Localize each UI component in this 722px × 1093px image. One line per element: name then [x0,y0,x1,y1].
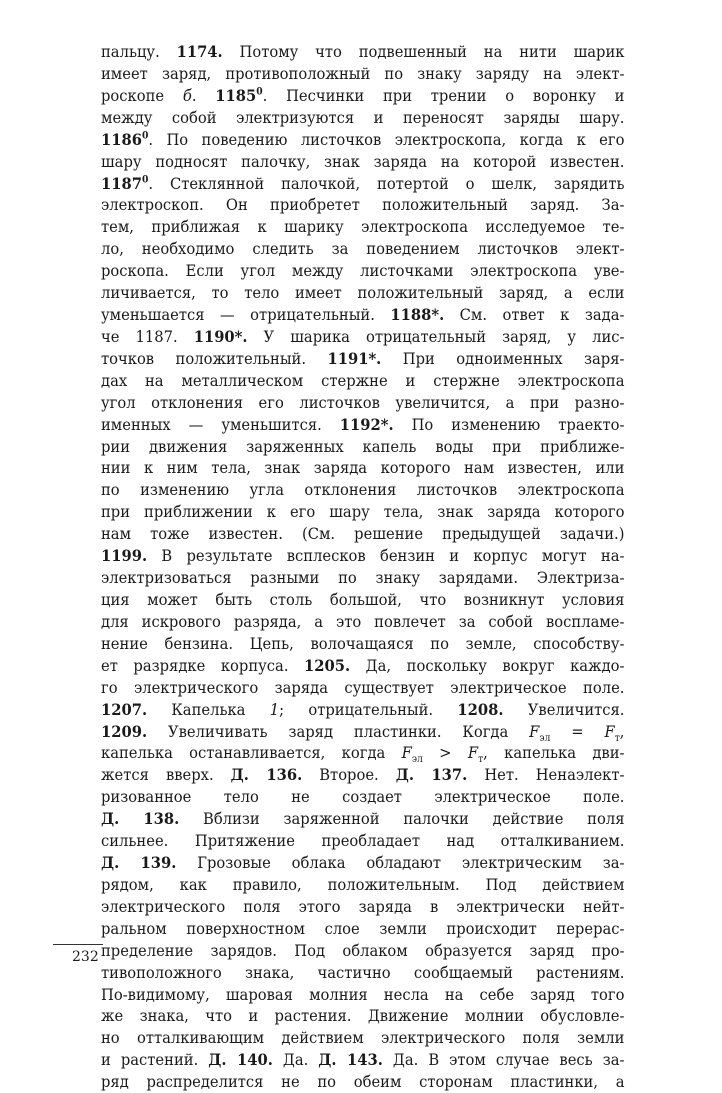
text-line [101,260,624,282]
text-run: . [191,85,216,105]
text-line [101,545,624,567]
text-run: . Стеклянной палочкой, потертой о шелк, зарядить [148,173,625,193]
text-run: электроскоп. Он приобретет положительный заряд. За- [101,195,625,215]
text-run: эл [411,754,423,765]
text-run: рии движения заряженных капель воды при приближе- [101,436,625,456]
text-run: имеет заряд, противоположный по знаку заряду на элект- [101,63,625,83]
text-line [101,414,624,436]
text-run: 1191*. [327,348,382,368]
text-run: эл [539,732,551,743]
text-line [101,85,624,107]
text-run: 1205. [304,655,351,675]
text-run: че 1187. [101,326,194,346]
text-line [101,63,624,85]
text-run: 1185 [215,85,257,105]
text-run: Вблизи заряженной палочки действие поля [179,809,625,829]
text-run: т [478,754,484,765]
text-line [101,1071,624,1093]
text-run: Да, поскольку вокруг каждо- [350,655,625,675]
text-run: тем, приближая к шарику электроскопа исследуемое те- [101,217,625,237]
text-run: дах на металлическом стержне и стержне электроскопа [101,370,625,390]
text-run: 1208. [457,699,504,719]
text-run: 1192*. [339,414,394,434]
text-line [101,764,624,786]
text-line [101,348,624,370]
text-run: для искрового разряда, а это повлечет за собой воспламе- [101,611,625,631]
text-run: Д. 138. [101,809,180,829]
text-line [101,151,624,173]
text-run: уменьшается — отрицательный. [101,305,391,325]
text-run: 1207. [101,699,148,719]
text-run: нам тоже известен. (См. решение предыдущей задачи.) [101,524,625,544]
text-run: ризованное тело не создает электрическое поле. [101,787,625,807]
footer-rule [53,944,103,945]
text-line [101,41,624,63]
text-line [101,589,624,611]
text-run: нии к ним тела, знак заряда которого нам известен, или [101,458,625,478]
text-run: нение бензина. Цепь, волочащаяся по земле, способству- [101,633,625,653]
text-run: го электрического заряда существует электрическое поле. [101,677,625,697]
text-run: ло, необходимо следить за поведением листочков элект- [101,239,625,259]
text-run: 1199. [101,546,148,566]
text-run: В результате всплесков бензин и корпус могут на- [147,546,625,566]
text-line [101,436,624,458]
text-line [101,918,624,940]
text-run: F [604,721,615,741]
text-line [101,742,624,764]
text-run: рядом, как правило, положительным. Под действием [101,874,625,894]
text-run: ряд распределится не по обеим сторонам пластинки, а [101,1072,625,1092]
text-run: 1190*. [193,326,248,346]
text-run: сильнее. Притяжение преобладает над отталкиванием. [101,831,625,851]
text-run: пределение зарядов. Под облаком образуется заряд про- [101,940,625,960]
text-line [101,786,624,808]
text-run: По-видимому, шаровая молния несла на себе заряд того [101,984,625,1004]
text-line [101,523,624,545]
text-line [101,655,624,677]
text-run: Д. 137. [395,765,468,785]
text-line [101,216,624,238]
text-line [101,874,624,896]
text-run: Потому что подвешенный на нити шарик [222,42,625,61]
text-run: У шарика отрицательный заряд, у лис- [247,326,625,346]
text-run: роскопе [101,85,183,105]
text-run: ; отрицательный. [279,699,458,719]
page-number: 232 [72,949,99,965]
text-line [101,677,624,699]
text-line [101,304,624,326]
text-run: капелька останавливается, когда [101,743,402,763]
text-line [101,896,624,918]
text-run: Увеличивать заряд пластинки. Когда [147,721,530,741]
text-run: роскопа. Если угол между листочками электроскопа уве- [101,261,625,281]
text-line [101,699,624,721]
text-run: 1186 [101,129,142,149]
text-run: электризоваться разными по знаку зарядами. Электриза- [101,568,625,588]
text-line [101,984,624,1006]
text-line [101,1049,624,1071]
text-run: Да. В этом случае весь за- [382,1050,625,1070]
text-run: 1174. [176,42,223,61]
text-line [101,479,624,501]
text-run: При одноименных заря- [381,348,625,368]
text-line [101,808,624,830]
text-run: = [550,721,605,741]
text-line [101,370,624,392]
text-run: 1187 [101,173,142,193]
text-run: Д. 143. [318,1050,383,1070]
text-run: жется вверх. [101,765,231,785]
text-line [101,633,624,655]
text-run: тивоположного знака, частично сообщаемый растениям. [101,962,625,982]
text-line [101,567,624,589]
text-line [101,238,624,260]
text-run: шару подносят палочку, знак заряда на которой известен. [101,151,625,171]
text-line [101,326,624,348]
text-run: но отталкивающим действием электрического поля земли [101,1028,625,1048]
text-line [101,173,624,195]
text-run: ральном поверхностном слое земли происходит перерас- [101,918,625,938]
text-run: Грозовые облака обладают электрическим за- [176,853,625,873]
text-run: Д. 136. [230,765,303,785]
text-run: по изменению угла отклонения листочков электроскопа [101,480,625,500]
text-run: точков положительный. [101,348,328,368]
text-line [101,962,624,984]
text-run: . По поведению листочков электроскопа, когда к его [148,129,625,149]
text-line [101,830,624,852]
text-run: См. ответ к зада- [444,305,625,325]
text-run: между собой электризуются и переносят заряды шару. [101,107,625,127]
text-line [101,501,624,523]
text-run: ция может быть столь большой, что возникнут условия [101,590,625,609]
text-line [101,457,624,479]
text-run: Нет. Ненаэлект- [467,765,625,785]
text-run: именных — уменьшится. [101,414,340,434]
text-run: F [401,743,412,763]
text-run: F [467,743,479,763]
text-run: Да. [272,1050,319,1070]
text-run: же знака, что и растения. Движение молнии обусловле- [101,1006,625,1026]
text-run: По изменению траекто- [393,414,625,434]
text-run: т [614,732,620,743]
text-run: , [619,721,625,741]
text-line [101,194,624,216]
text-run: F [529,721,540,741]
text-line [101,392,624,414]
text-run: б [182,85,192,105]
text-run: 1188*. [390,305,445,325]
text-run: Второе. [302,765,396,785]
text-run: 0 [141,130,149,142]
text-run: 1 [269,699,280,719]
text-run: 0 [256,86,263,98]
text-run: 0 [141,174,149,186]
text-line [101,1027,624,1049]
text-line [101,721,624,743]
text-run: Д. 140. [208,1050,273,1070]
text-run: и растений. [101,1050,209,1070]
text-run: при приближении к его шару тела, знак заряда которого [101,502,625,522]
text-run: , капелька дви- [483,743,625,763]
text-line [101,1005,624,1027]
text-line [101,611,624,633]
text-line [101,282,624,304]
text-run: 1209. [101,721,148,741]
text-line [101,940,624,962]
text-run: личивается, то тело имеет положительный заряд, а если [101,283,625,303]
text-run: ет разрядке корпуса. [101,655,305,675]
text-run: Капелька [147,699,270,719]
text-run: . Песчинки при трении о воронку и [262,85,625,105]
text-line [101,107,624,129]
text-line [101,852,624,874]
text-run: > [422,743,468,763]
text-run: пальцу. [101,42,177,61]
text-run: Д. 139. [101,853,177,873]
text-run: Увеличится. [503,699,625,719]
text-run: электрического поля этого заряда в электрически нейт- [101,896,625,916]
text-run: угол отклонения его листочков увеличится, а при разно- [101,392,625,412]
text-line [101,129,624,151]
